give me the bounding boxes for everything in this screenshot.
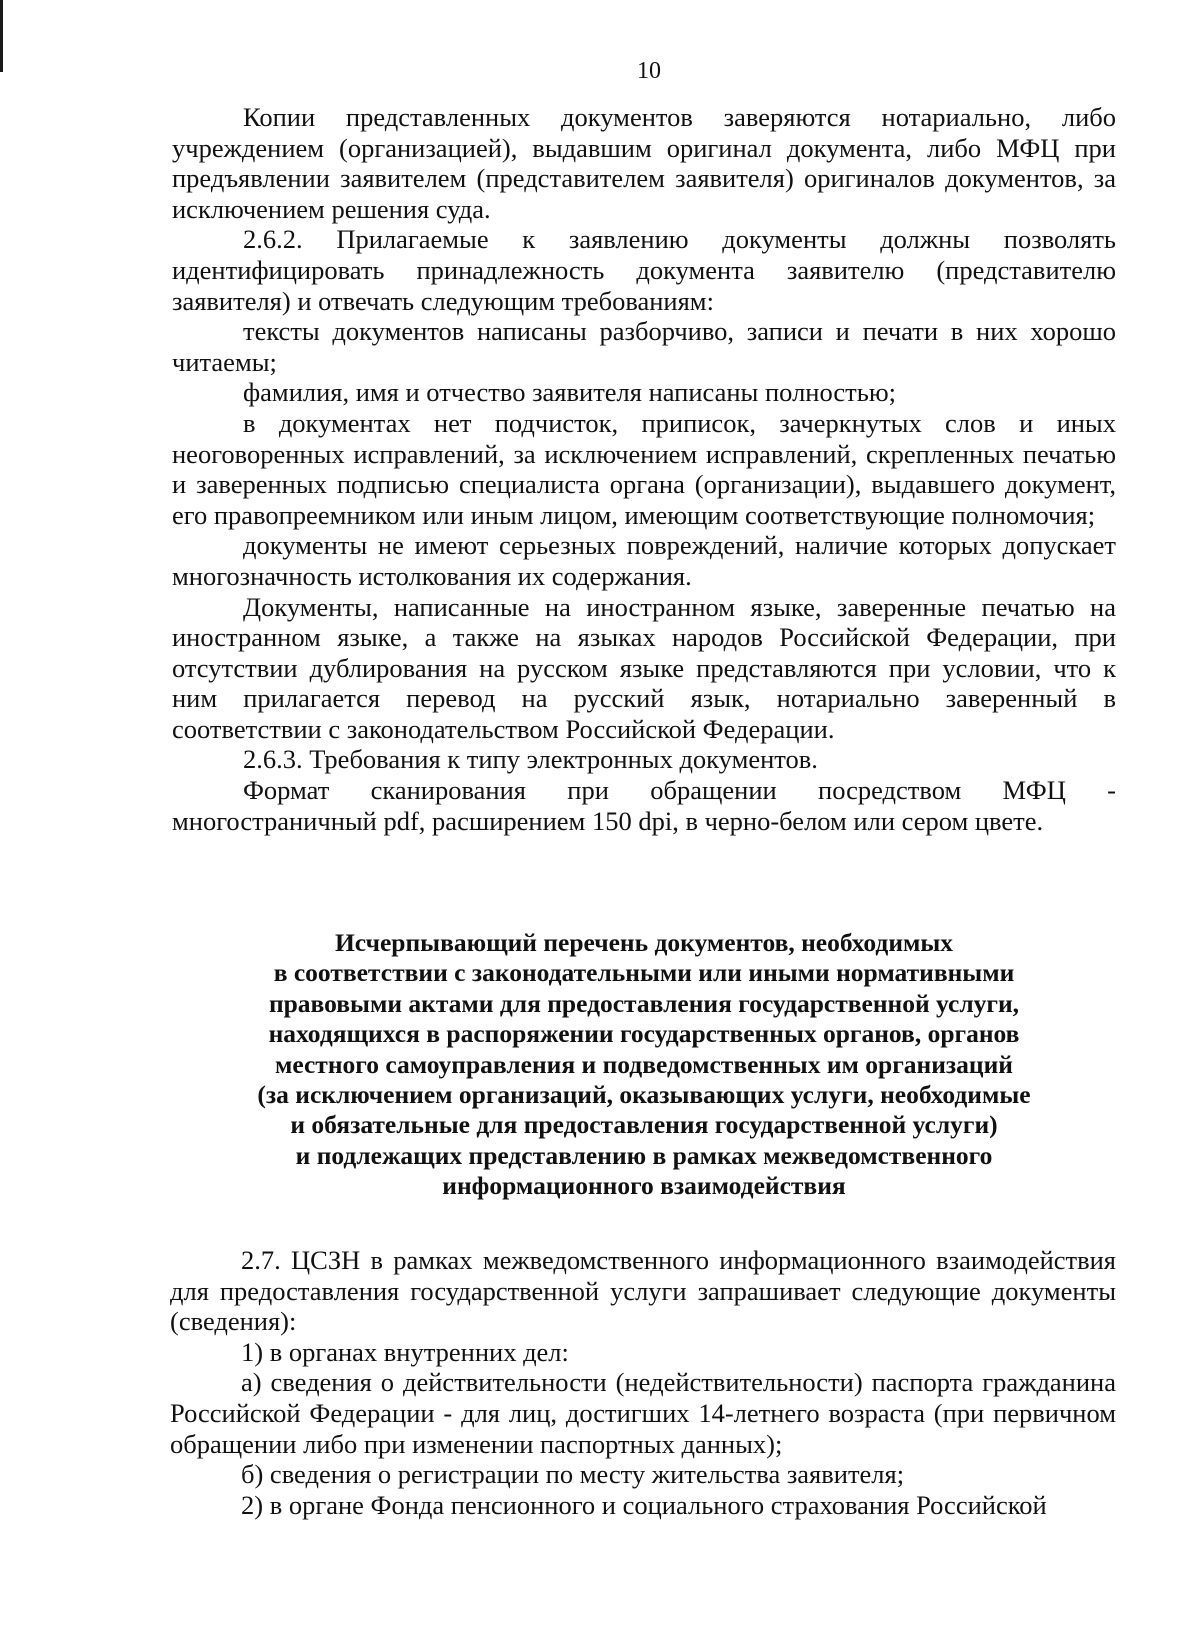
heading-line: (за исключением организаций, оказывающих услуги, необходимые — [257, 1080, 1031, 1110]
heading-line: местного самоуправления и подведомственных им организаций — [274, 1049, 1013, 1079]
paragraph-2-6-2: 2.6.2. Прилагаемые к заявлению документы должны позволять идентифицировать принадлежность документа заявителю (представителю заявителя) и отвечать следующим требованиям: — [172, 224, 1116, 316]
list-item-registration: б) сведения о регистрации по месту жительства заявителя; — [241, 1459, 905, 1490]
paragraph-foreign-language: Документы, написанные на иностранном языке, заверенные печатью на иностранном языке, а также на языках народов Российской Федерации, при отсутствии дублирования на русском языке представляются при условии, что к ним прилагается перевод на русский язык, нотариально заверенный в соответствии с законодательством Российской Федерации. — [172, 591, 1116, 744]
section-heading — [172, 928, 1116, 1202]
requirement-no-damage: документы не имеют серьезных повреждений, наличие которых допускает многозначность истолкования их содержания. — [172, 530, 1116, 591]
heading-line: в соответствии с законодательными или иными нормативными — [273, 958, 1015, 988]
heading-line: и обязательные для предоставления государственной услуги) — [290, 1110, 998, 1140]
page-number: 10 — [637, 58, 661, 84]
paragraph-copies-certification: Копии представленных документов заверяются нотариально, либо учреждением (организацией), выдавшим оригинал документа, либо МФЦ при предъявлении заявителем (представителем заявителя) оригиналов документов, за исключением решения суда. — [172, 102, 1116, 224]
paragraph-scan-format: Формат сканирования при обращении посредством МФЦ - многостраничный pdf, расширением 150 dpi, в черно-белом или сером цвете. — [172, 775, 1116, 836]
list-item-pension-fund: 2) в органе Фонда пенсионного и социального страхования Российской — [241, 1489, 1047, 1520]
body-text-upper — [172, 102, 1116, 836]
body-text-lower — [170, 1245, 1116, 1520]
requirement-legible: тексты документов написаны разборчиво, записи и печати в них хорошо читаемы; — [172, 316, 1116, 377]
heading-line: находящихся в распоряжении государственных органов, органов — [268, 1019, 1020, 1049]
requirement-no-corrections: в документах нет подчисток, приписок, зачеркнутых слов и иных неоговоренных исправлений, за исключением исправлений, скрепленных печатью и заверенных подписью специалиста органа (организации), выдавшего документ, его правопреемником или иным лицом, имеющим соответствующие полномочия; — [172, 407, 1116, 530]
list-item-passport-validity: а) сведения о действительности (недействительности) паспорта гражданина Российской Федерации - для лиц, достигших 14-летнего возраста (при первичном обращении либо при изменении паспортных данных); — [170, 1367, 1116, 1459]
heading-line: и подлежащих представлению в рамках межведомственного — [295, 1140, 993, 1170]
list-item-internal-affairs: 1) в органах внутренних дел: — [241, 1336, 569, 1367]
paragraph-2-7: 2.7. ЦСЗН в рамках межведомственного информационного взаимодействия для предоставления государственной услуги запрашивает следующие документы (сведения): — [170, 1245, 1116, 1337]
paragraph-2-6-3: 2.6.3. Требования к типу электронных документов. — [243, 744, 818, 775]
heading-line: Исчерпывающий перечень документов, необходимых — [334, 928, 954, 957]
heading-line: правовыми актами для предоставления государственной услуги, — [268, 988, 1020, 1018]
heading-line: информационного взаимодействия — [442, 1171, 846, 1201]
requirement-full-name: фамилия, имя и отчество заявителя написаны полностью; — [243, 377, 896, 408]
